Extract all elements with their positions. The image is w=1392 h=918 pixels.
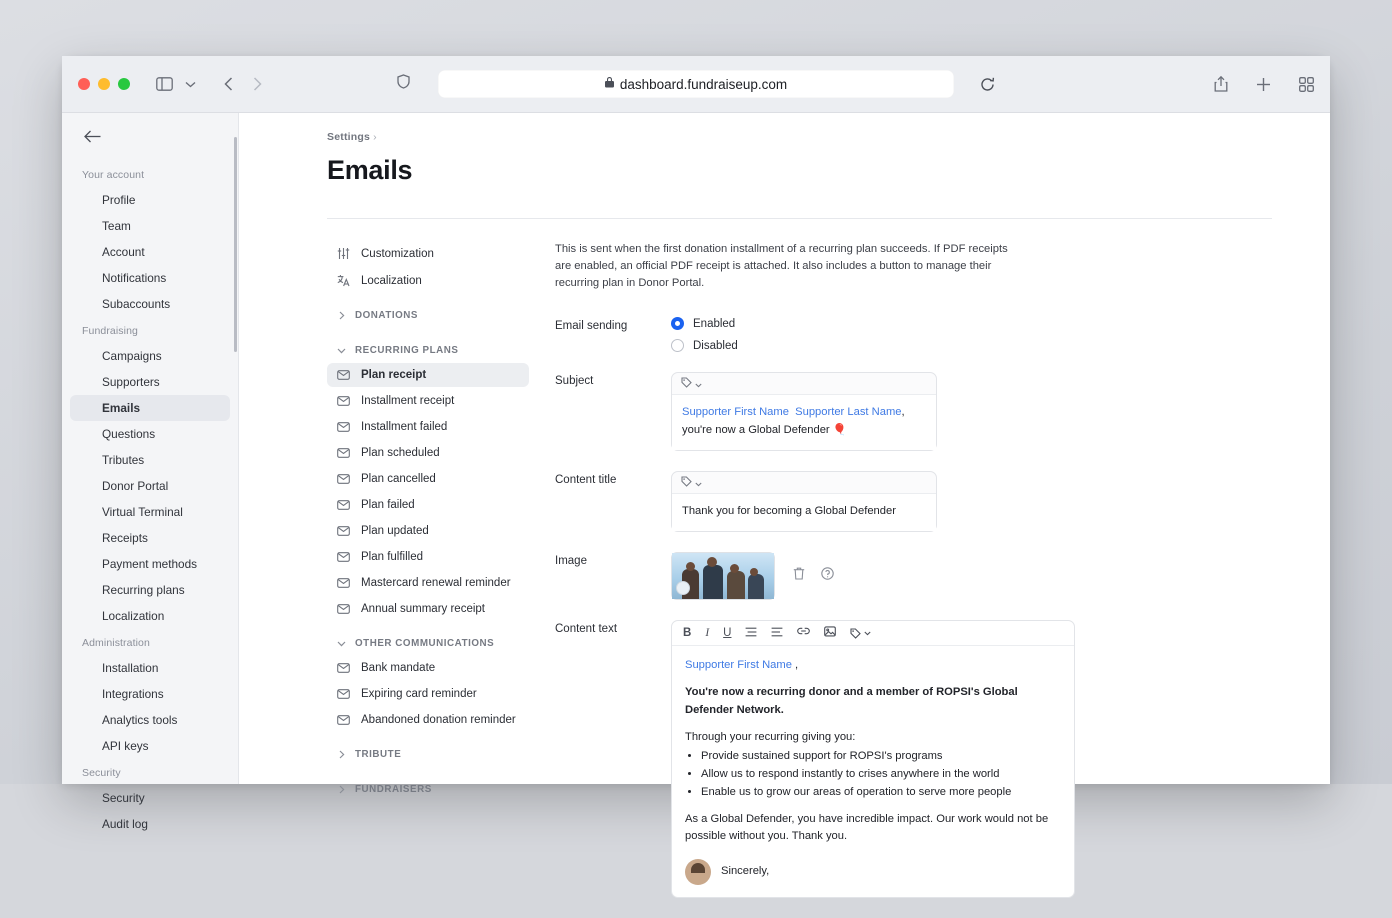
maximize-window-button[interactable] bbox=[118, 78, 130, 90]
email-nav-label: Plan receipt bbox=[361, 369, 427, 381]
email-nav-customization[interactable] bbox=[327, 241, 529, 266]
sidebar-group-label: Your account bbox=[82, 169, 145, 181]
sidebar-item-localization[interactable]: Localization bbox=[102, 609, 165, 623]
list-numbered-icon[interactable] bbox=[771, 627, 783, 640]
editor-headline: You're now a recurring donor and a member of ROPSI's Global Defender Network. bbox=[685, 686, 1018, 716]
sidebar-item-recurring-plans[interactable]: Recurring plans bbox=[102, 583, 185, 597]
subject-field-toolbar[interactable] bbox=[672, 373, 936, 395]
sidebar-item-security[interactable]: Security bbox=[102, 791, 145, 805]
email-nav-item-annual-summary-receipt[interactable] bbox=[327, 597, 529, 621]
underline-button[interactable]: U bbox=[723, 627, 732, 640]
subject-token-first-name[interactable]: Supporter First Name bbox=[682, 406, 789, 419]
chevron-right-icon bbox=[337, 750, 346, 759]
editor-token-first-name[interactable]: Supporter First Name bbox=[685, 659, 792, 672]
sidebar-item-payment-methods[interactable]: Payment methods bbox=[102, 557, 198, 571]
email-description: This is sent when the first donation installment of a recurring plan succeeds. If PDF receipts are enabled, an official PDF receipt is attached. It also includes a button to manage their recurring plan in Donor Portal. bbox=[555, 243, 1008, 289]
chevron-down-icon[interactable] bbox=[185, 81, 196, 88]
sidebar-item-team[interactable]: Team bbox=[102, 219, 131, 233]
email-nav-label: Expiring card reminder bbox=[361, 688, 477, 700]
share-icon[interactable] bbox=[1214, 76, 1228, 92]
subject-label: Subject bbox=[555, 375, 594, 388]
image-label: Image bbox=[555, 555, 587, 568]
editor-signature-text: Sincerely, bbox=[721, 865, 770, 878]
email-nav-label: Installment failed bbox=[361, 421, 448, 433]
sidebar-scrollbar[interactable] bbox=[234, 137, 238, 352]
envelope-icon bbox=[337, 715, 351, 725]
email-nav-localization[interactable] bbox=[327, 268, 529, 293]
sidebar-group-fundraising bbox=[62, 317, 238, 629]
email-nav-item-plan-updated[interactable] bbox=[327, 519, 529, 543]
email-nav-label: Installment receipt bbox=[361, 395, 455, 407]
help-circle-icon[interactable] bbox=[821, 567, 834, 585]
sidebar-item-virtual-terminal[interactable]: Virtual Terminal bbox=[102, 505, 183, 519]
editor-signature bbox=[685, 859, 1061, 885]
chevron-down-icon[interactable] bbox=[695, 474, 702, 492]
sidebar-item-audit-log[interactable]: Audit log bbox=[102, 817, 148, 831]
minimize-window-button[interactable] bbox=[98, 78, 110, 90]
sidebar-item-account[interactable]: Account bbox=[102, 245, 145, 259]
email-nav-section-tribute[interactable] bbox=[327, 740, 529, 767]
row-content-text bbox=[555, 620, 1330, 897]
breadcrumb bbox=[239, 131, 1330, 143]
row-subject bbox=[555, 372, 1330, 451]
tab-overview-icon[interactable] bbox=[1299, 77, 1314, 92]
section-label: TRIBUTE bbox=[355, 749, 402, 760]
content-title-field[interactable] bbox=[671, 471, 937, 532]
editor-bullets bbox=[701, 748, 1061, 801]
sidebar-group-administration bbox=[62, 629, 238, 759]
editor-greeting-comma: , bbox=[795, 659, 799, 672]
tag-icon[interactable] bbox=[681, 474, 692, 492]
italic-button[interactable]: I bbox=[705, 627, 710, 640]
row-email-sending bbox=[555, 317, 1330, 352]
sidebar-item-supporters[interactable]: Supporters bbox=[102, 375, 160, 389]
bold-button[interactable]: B bbox=[683, 627, 692, 640]
email-settings-form bbox=[529, 241, 1330, 918]
sidebar-item-notifications[interactable]: Notifications bbox=[102, 271, 167, 285]
section-label: RECURRING PLANS bbox=[355, 345, 459, 356]
close-window-button[interactable] bbox=[78, 78, 90, 90]
email-nav-item-bank-mandate[interactable] bbox=[327, 656, 529, 680]
email-nav-label: Plan failed bbox=[361, 499, 415, 511]
editor-intro: Through your recurring giving you: bbox=[685, 730, 856, 743]
envelope-icon bbox=[337, 526, 351, 536]
envelope-icon bbox=[337, 422, 351, 432]
tag-icon[interactable] bbox=[681, 375, 692, 393]
list-bulleted-icon[interactable] bbox=[745, 627, 757, 640]
sidebar-item-donor-portal[interactable]: Donor Portal bbox=[102, 479, 169, 493]
radio-enabled[interactable] bbox=[671, 317, 738, 330]
email-nav-item-expiring-card-reminder[interactable] bbox=[327, 682, 529, 706]
chevron-right-icon bbox=[337, 785, 346, 794]
email-nav-label: Customization bbox=[361, 247, 434, 260]
email-nav-item-plan-receipt[interactable] bbox=[327, 363, 529, 387]
envelope-icon bbox=[337, 500, 351, 510]
email-sending-radio-group[interactable] bbox=[671, 317, 738, 352]
email-nav-item-plan-failed[interactable] bbox=[327, 493, 529, 517]
chevron-down-icon[interactable] bbox=[695, 375, 702, 393]
email-nav-item-installment-failed[interactable] bbox=[327, 415, 529, 439]
sidebar-item-profile[interactable]: Profile bbox=[102, 193, 136, 207]
content-text-label: Content text bbox=[555, 623, 618, 636]
image-icon[interactable] bbox=[824, 626, 836, 640]
chevron-right-icon bbox=[337, 311, 346, 320]
email-nav-item-plan-scheduled[interactable] bbox=[327, 441, 529, 465]
address-bar-url: dashboard.fundraiseup.com bbox=[619, 76, 788, 92]
envelope-icon bbox=[337, 552, 351, 562]
sidebar-toggle-icon[interactable] bbox=[156, 77, 173, 91]
email-nav-label: Abandoned donation reminder bbox=[361, 714, 516, 726]
image-thumbnail[interactable] bbox=[671, 552, 775, 600]
editor-toolbar[interactable] bbox=[672, 621, 1074, 646]
envelope-icon bbox=[337, 663, 351, 673]
plus-icon[interactable] bbox=[1256, 77, 1271, 92]
editor-closing: As a Global Defender, you have incredible impact. Our work would not be possible without you. Thank you. bbox=[685, 812, 1049, 842]
sidebar-item-tributes[interactable]: Tributes bbox=[102, 453, 145, 467]
email-nav-label: Plan cancelled bbox=[361, 473, 436, 485]
content-title-field-toolbar[interactable] bbox=[672, 472, 936, 494]
subject-field-body[interactable] bbox=[672, 395, 936, 450]
sidebar-item-receipts[interactable]: Receipts bbox=[102, 531, 148, 545]
sidebar-item-subaccounts[interactable]: Subaccounts bbox=[102, 297, 171, 311]
email-nav-section-donations[interactable] bbox=[327, 301, 529, 328]
envelope-icon bbox=[337, 604, 351, 614]
address-bar[interactable] bbox=[438, 70, 954, 98]
section-label: OTHER COMMUNICATIONS bbox=[355, 638, 495, 649]
trash-icon[interactable] bbox=[793, 567, 805, 585]
email-nav-item-plan-cancelled[interactable] bbox=[327, 467, 529, 491]
editor-bullet: • Allow us to respond instantly to crises anywhere in the world bbox=[701, 766, 1061, 783]
window-controls[interactable] bbox=[78, 78, 130, 90]
sliders-icon bbox=[337, 247, 351, 260]
email-nav-label: Bank mandate bbox=[361, 662, 436, 674]
email-nav-label: Plan fulfilled bbox=[361, 551, 424, 563]
link-icon[interactable] bbox=[797, 626, 810, 640]
content-text-editor[interactable] bbox=[671, 620, 1075, 897]
sidebar-group-label: Security bbox=[82, 767, 121, 779]
sidebar-group-your-account bbox=[62, 161, 238, 317]
main-content bbox=[239, 113, 1330, 878]
avatar bbox=[685, 859, 711, 885]
editor-body[interactable] bbox=[672, 646, 1074, 896]
reload-icon[interactable] bbox=[980, 77, 995, 92]
lock-icon bbox=[605, 77, 614, 91]
sidebar-item-api-keys[interactable]: API keys bbox=[102, 739, 149, 753]
privacy-shield-icon[interactable] bbox=[397, 74, 410, 94]
email-nav-label: Localization bbox=[361, 274, 422, 287]
email-nav-item-installment-receipt[interactable] bbox=[327, 389, 529, 413]
editor-bullet: • Enable us to grow our areas of operation to serve more people bbox=[701, 784, 1061, 801]
email-nav-section-fundraisers[interactable] bbox=[327, 775, 529, 802]
email-nav-label: Annual summary receipt bbox=[361, 603, 485, 615]
email-nav-item-plan-fulfilled[interactable] bbox=[327, 545, 529, 569]
sidebar-item-questions[interactable]: Questions bbox=[102, 427, 156, 441]
sidebar-item-campaigns[interactable]: Campaigns bbox=[102, 349, 162, 363]
section-label: FUNDRAISERS bbox=[355, 784, 432, 795]
translate-icon bbox=[337, 274, 351, 287]
breadcrumb-separator: › bbox=[373, 131, 377, 143]
sidebar-item-emails[interactable]: Emails bbox=[70, 395, 230, 421]
editor-greeting bbox=[685, 657, 1061, 674]
email-nav-label: Plan scheduled bbox=[361, 447, 440, 459]
radio-enabled-indicator[interactable] bbox=[671, 317, 684, 330]
email-nav-list bbox=[327, 241, 529, 918]
envelope-icon bbox=[337, 396, 351, 406]
title-divider bbox=[327, 218, 1272, 219]
email-nav-label: Plan updated bbox=[361, 525, 429, 537]
back-arrow-icon[interactable] bbox=[224, 77, 233, 91]
envelope-icon bbox=[337, 474, 351, 484]
radio-disabled-label: Disabled bbox=[693, 339, 738, 352]
email-nav-section-other-communications[interactable] bbox=[327, 629, 529, 656]
editor-bullet: • Provide sustained support for ROPSI's programs bbox=[701, 748, 1061, 765]
forward-arrow-icon[interactable] bbox=[253, 77, 262, 91]
email-nav-label: Mastercard renewal reminder bbox=[361, 577, 511, 589]
radio-enabled-label: Enabled bbox=[693, 317, 736, 330]
browser-toolbar bbox=[62, 56, 1330, 113]
content-title-label: Content title bbox=[555, 474, 617, 487]
page-title: Emails bbox=[327, 155, 413, 185]
email-nav-item-abandoned-donation-reminder[interactable] bbox=[327, 708, 529, 732]
sidebar-group-label: Administration bbox=[82, 637, 150, 649]
tag-icon[interactable] bbox=[850, 628, 871, 639]
row-image bbox=[555, 552, 1330, 600]
browser-window bbox=[62, 56, 1330, 878]
sidebar-group-label: Fundraising bbox=[82, 325, 138, 337]
email-nav-item-mastercard-renewal-reminder[interactable] bbox=[327, 571, 529, 595]
sidebar-group-security bbox=[62, 759, 238, 837]
row-content-title bbox=[555, 471, 1330, 532]
radio-disabled-indicator[interactable] bbox=[671, 339, 684, 352]
subject-token-last-name[interactable]: Supporter Last Name bbox=[795, 406, 902, 419]
chevron-down-icon bbox=[337, 641, 346, 647]
chevron-down-icon bbox=[337, 348, 346, 354]
envelope-icon bbox=[337, 370, 351, 380]
sidebar-item-installation[interactable]: Installation bbox=[102, 661, 159, 675]
subject-text: , you're now a Global Defender 🎈 bbox=[682, 406, 905, 436]
sidebar-item-analytics-tools[interactable]: Analytics tools bbox=[102, 713, 178, 727]
email-nav-section-recurring-plans[interactable] bbox=[327, 336, 529, 363]
sidebar-back-icon[interactable] bbox=[84, 127, 102, 145]
section-label: DONATIONS bbox=[355, 310, 419, 321]
radio-disabled[interactable] bbox=[671, 339, 738, 352]
subject-field[interactable] bbox=[671, 372, 937, 451]
envelope-icon bbox=[337, 689, 351, 699]
breadcrumb-settings[interactable]: Settings bbox=[327, 131, 371, 143]
envelope-icon bbox=[337, 448, 351, 458]
email-sending-label: Email sending bbox=[555, 320, 628, 333]
content-title-value[interactable]: Thank you for becoming a Global Defender bbox=[672, 494, 936, 531]
sidebar-item-integrations[interactable]: Integrations bbox=[102, 687, 164, 701]
app-sidebar bbox=[62, 113, 239, 831]
envelope-icon bbox=[337, 578, 351, 588]
